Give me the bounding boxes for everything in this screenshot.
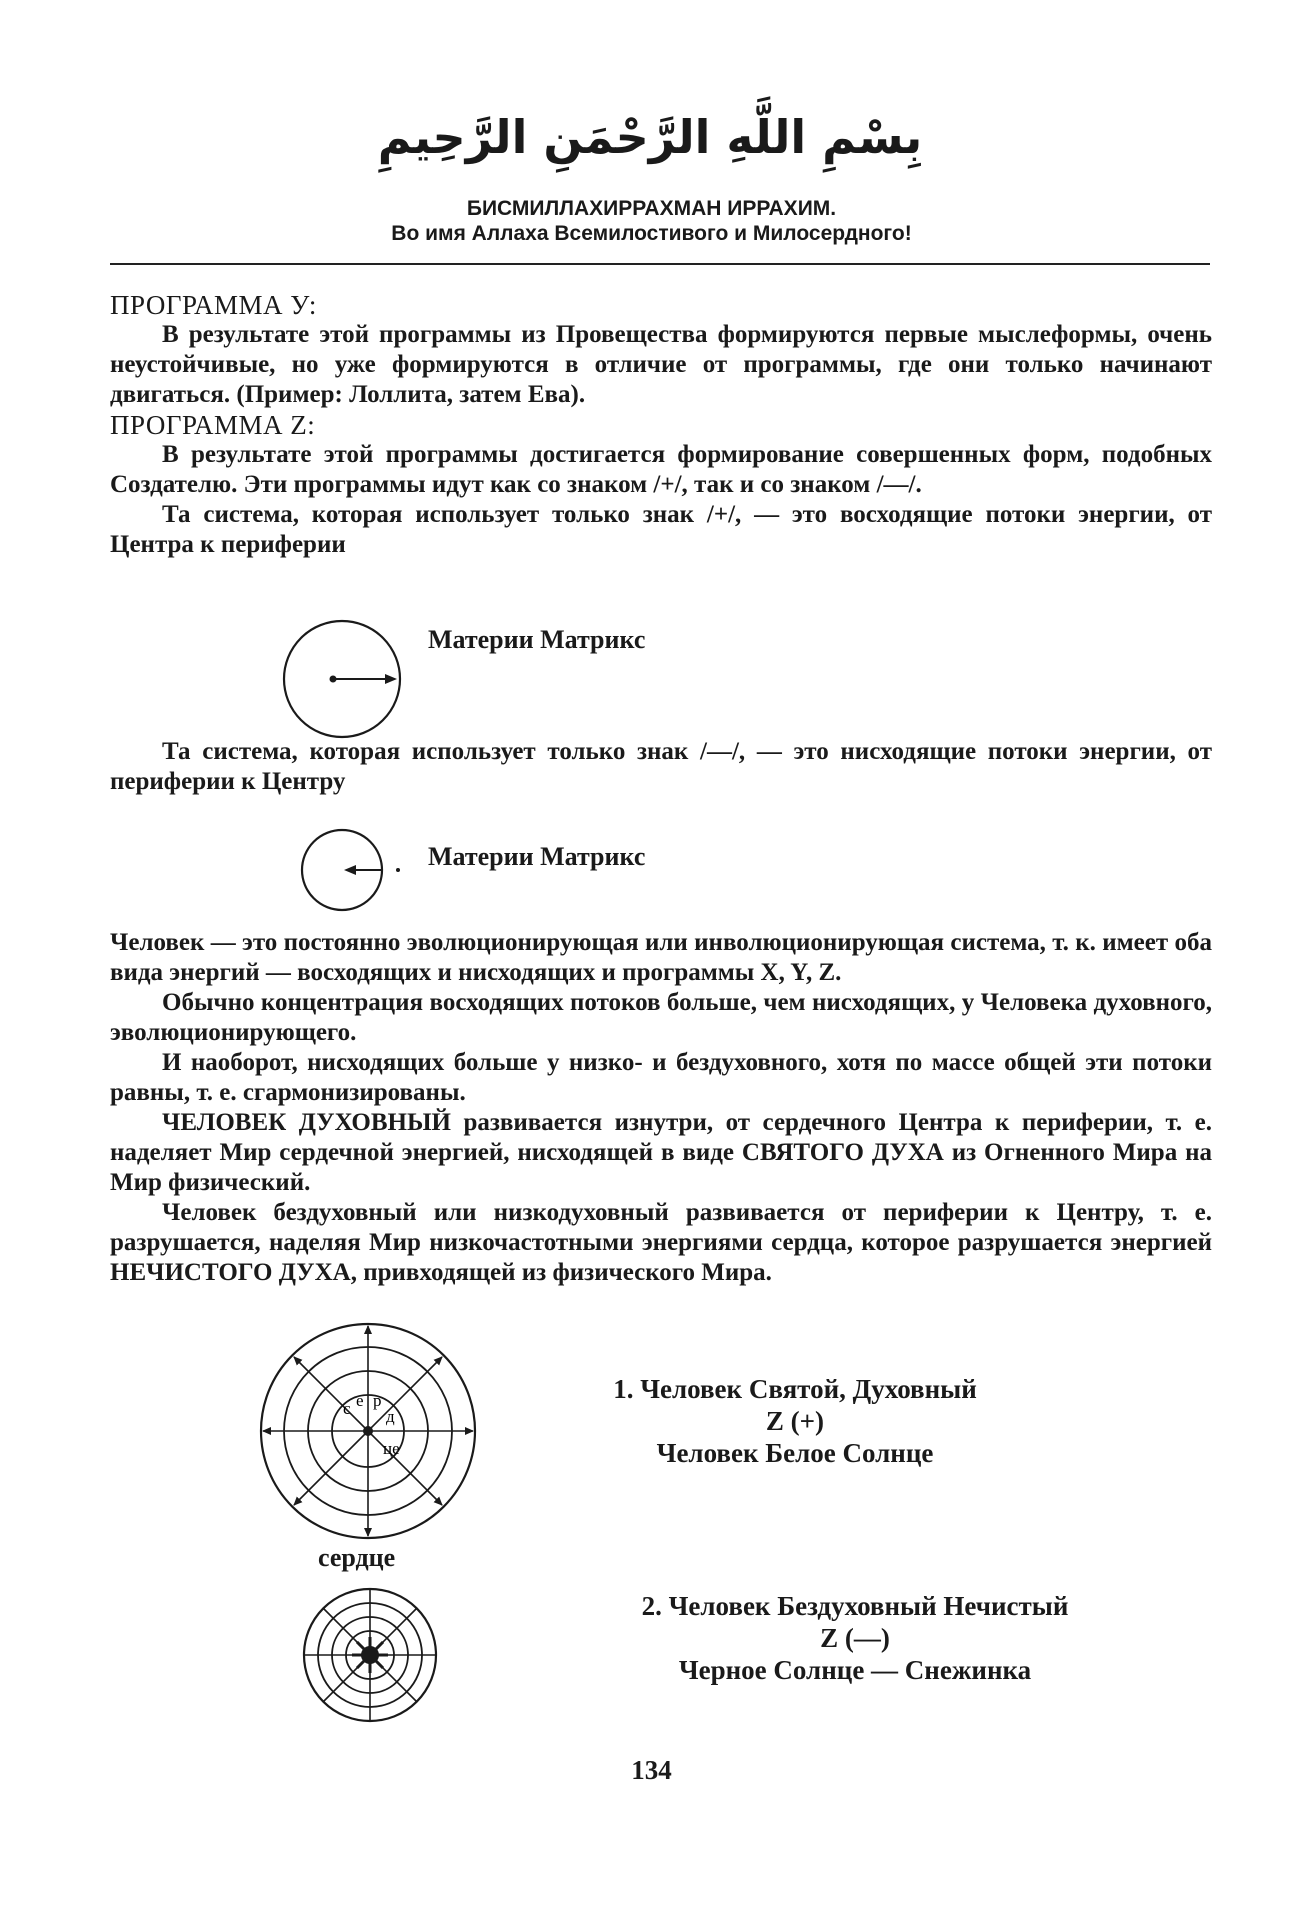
header-divider — [110, 263, 1210, 265]
figure1-subtitle: Человек Белое Солнце — [656, 1438, 934, 1468]
human-text-2: Обычно концентрация восходящих потоков больше, чем нисходящих, у Человека духовного, эволюционирующего. — [110, 989, 1212, 1046]
figure1-formula: Z (+) — [765, 1406, 825, 1436]
human-text-1: Человек — это постоянно эволюционирующая или инволюционирующая система, т. к. имеет оба вида энергий — восходящих и нисходящих и программы X, Y, Z. — [110, 929, 1212, 986]
figure2-formula: Z (—) — [820, 1623, 890, 1653]
figure1-title: 1. Человек Святой, Духовный — [613, 1374, 977, 1404]
svg-text:р: р — [373, 1391, 382, 1410]
diagram1-caption: Материи Матрикс — [428, 625, 646, 654]
program-section — [110, 290, 1212, 560]
black-sun-diagram — [300, 1585, 440, 1725]
bismillah-calligraphy — [377, 95, 923, 190]
outward-energy-diagram — [275, 612, 410, 747]
diagram2-caption: Материи Матрикс — [428, 842, 646, 871]
human-text-4: ЧЕЛОВЕК ДУХОВНЫЙ развивается изнутри, от сердечного Центра к периферии, т. е. наделяет Мир сердечной энергией, нисходящей в виде СВЯТОГО ДУХА из Огненного Мира на Мир физический. — [110, 1109, 1212, 1196]
program-z-heading: ПРОГРАММА Z: — [110, 410, 316, 440]
human-text-3: И наоборот, нисходящих больше у низко- и бездуховного, хотя по массе общей эти потоки равны, т. е. сгармонизированы. — [110, 1049, 1212, 1106]
figure2-title: 2. Человек Бездуховный Нечистый — [641, 1591, 1069, 1621]
svg-text:с: с — [343, 1399, 351, 1418]
downward-text: Та система, которая использует только знак /—/, — это нисходящие потоки энергии, от периферии к Центру — [110, 738, 1212, 795]
program-y-text: В результате этой программы из Провещества формируются первые мыслеформы, очень неустойчивые, но уже формируются в отличие от программы, где они только начинают двигаться. (Пример: Лоллита, затем Ева). — [110, 321, 1212, 408]
program-z-text-1: В результате этой программы достигается формирование совершенных форм, подобных Создателю. Эти программы идут как со знаком /+/, так и со знаком /—/. — [110, 441, 1212, 498]
figure2-subtitle: Черное Солнце — Снежинка — [678, 1655, 1032, 1685]
figure1-caption — [555, 1373, 1035, 1469]
page-number: 134 — [631, 1755, 672, 1785]
inward-energy-diagram — [280, 820, 410, 920]
downward-section — [110, 737, 1212, 797]
svg-text:д: д — [386, 1407, 395, 1426]
svg-text:е: е — [356, 1391, 364, 1410]
svg-text:це: це — [383, 1439, 400, 1458]
program-y-heading: ПРОГРАММА У: — [110, 290, 317, 320]
header-transliteration: БИСМИЛЛАХИРРАХМАН ИРРАХИМ. — [466, 197, 837, 220]
heart-diagram — [255, 1318, 481, 1544]
header-translation: Во имя Аллаха Всемилостивого и Милосердного! — [391, 222, 912, 245]
program-z-text-2: Та система, которая использует только знак /+/, — это восходящие потоки энергии, от Центра к периферии — [110, 501, 1212, 558]
heart-label: сердце — [318, 1543, 396, 1572]
human-text-5: Человек бездуховный или низкодуховный развивается от периферии к Центру, т. е. разрушается, наделяя Мир низкочастотными энергиями сердца, которое разрушается энергией НЕЧИСТОГО ДУХА, привходящей из физического Мира. — [110, 1199, 1212, 1286]
figure2-caption — [575, 1590, 1135, 1686]
svg-text:بِسْمِ اللَّهِ الرَّحْمَنِ الر: بِسْمِ اللَّهِ الرَّحْمَنِ الرَّحِيمِ — [377, 110, 923, 164]
human-section — [110, 928, 1212, 1288]
